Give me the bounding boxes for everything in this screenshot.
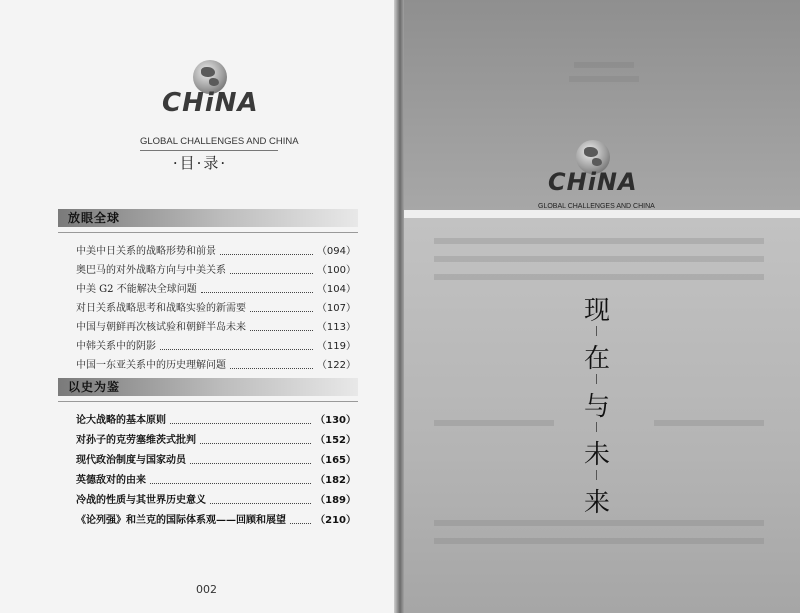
section-rule	[58, 401, 358, 402]
toc-entry-page: （104）	[316, 284, 356, 295]
logo-wordmark: CHiNA	[162, 88, 259, 118]
leader-dots	[290, 513, 311, 524]
left-page	[0, 0, 396, 613]
leader-dots	[190, 453, 311, 464]
toc-entry-page: （119）	[316, 341, 356, 352]
leader-dots	[230, 358, 313, 369]
title-char: 来	[583, 488, 610, 518]
toc-entry-page: （113）	[316, 322, 356, 333]
toc-entry-title: 奥巴马的对外战略方向与中美关系	[76, 265, 226, 276]
toc-entry-title: 现代政治制度与国家动员	[76, 455, 186, 466]
toc-entry[interactable]	[76, 282, 356, 298]
china-logo	[160, 58, 260, 118]
toc-entry[interactable]	[76, 339, 356, 355]
toc-entry[interactable]	[76, 513, 356, 529]
title-char: 与	[583, 392, 610, 422]
toc-entry-page: （122）	[316, 360, 356, 371]
toc-title: ·目·录·	[172, 154, 228, 172]
vertical-title	[572, 290, 622, 530]
toc-entry-title: 英德敌对的由来	[76, 475, 146, 486]
right-page	[404, 0, 800, 613]
toc-entry[interactable]	[76, 433, 356, 449]
logo-wordmark: CHiNA	[548, 168, 638, 196]
toc-entry-title: 中韩关系中的阴影	[76, 341, 156, 352]
china-logo	[544, 138, 654, 208]
leader-dots	[150, 473, 311, 484]
title-char: 现	[583, 296, 610, 326]
toc-entry[interactable]	[76, 453, 356, 469]
section-header-history	[58, 378, 358, 396]
toc-entry-title: 中国一东亚关系中的历史理解问题	[76, 360, 226, 371]
leader-dots	[210, 493, 311, 504]
toc-entry[interactable]	[76, 244, 356, 260]
toc-entry-page: （189）	[315, 495, 356, 506]
leader-dots	[200, 433, 311, 444]
toc-entry-page: （107）	[316, 303, 356, 314]
toc-entry-page: （182）	[315, 475, 356, 486]
toc-entry-page: （130）	[315, 415, 356, 426]
title-char: 未	[583, 440, 610, 470]
toc-entry-title: 中国与朝鲜再次核试验和朝鲜半岛未来	[76, 322, 246, 333]
logo-subtitle: GLOBAL CHALLENGES AND CHINA	[538, 203, 655, 210]
toc-entry-title: 论大战略的基本原则	[76, 415, 166, 426]
leader-dots	[250, 301, 313, 312]
leader-dots	[170, 413, 311, 424]
leader-dots	[201, 282, 313, 293]
leader-dots	[160, 339, 313, 350]
toc-entry-title: 对孙子的克劳塞维茨式批判	[76, 435, 196, 446]
toc-entry-page: （100）	[316, 265, 356, 276]
section-header-global	[58, 209, 358, 227]
toc-entry-page: （165）	[315, 455, 356, 466]
toc-entry-title: 对日关系战略思考和战略实验的新需要	[76, 303, 246, 314]
logo-subtitle: GLOBAL CHALLENGES AND CHINA	[140, 136, 299, 147]
leader-dots	[230, 263, 313, 274]
title-char: 在	[583, 344, 610, 374]
header-divider	[404, 210, 800, 218]
toc-entry-title: 冷战的性质与其世界历史意义	[76, 495, 206, 506]
toc-entry-title: 中美 G2 不能解决全球问题	[76, 284, 197, 295]
toc-entry-page: （210）	[315, 515, 356, 526]
toc-entry-page: （152）	[315, 435, 356, 446]
toc-entry[interactable]	[76, 413, 356, 429]
header-rule	[140, 150, 278, 151]
section-label: 以史为鉴	[68, 380, 121, 394]
toc-entry[interactable]	[76, 320, 356, 336]
leader-dots	[220, 244, 313, 255]
toc-entry-title: 中美中日关系的战略形势和前景	[76, 246, 216, 257]
page-number: 002	[196, 583, 217, 596]
section-rule	[58, 232, 358, 233]
toc-entry[interactable]	[76, 301, 356, 317]
toc-entry-page: （094）	[316, 246, 356, 257]
leader-dots	[250, 320, 313, 331]
toc-entry-title: 《论列强》和兰克的国际体系观——回顾和展望	[76, 515, 286, 526]
toc-entry[interactable]	[76, 493, 356, 509]
toc-entry[interactable]	[76, 473, 356, 489]
toc-entry[interactable]	[76, 263, 356, 279]
toc-entry[interactable]	[76, 358, 356, 374]
section-label: 放眼全球	[68, 211, 121, 225]
